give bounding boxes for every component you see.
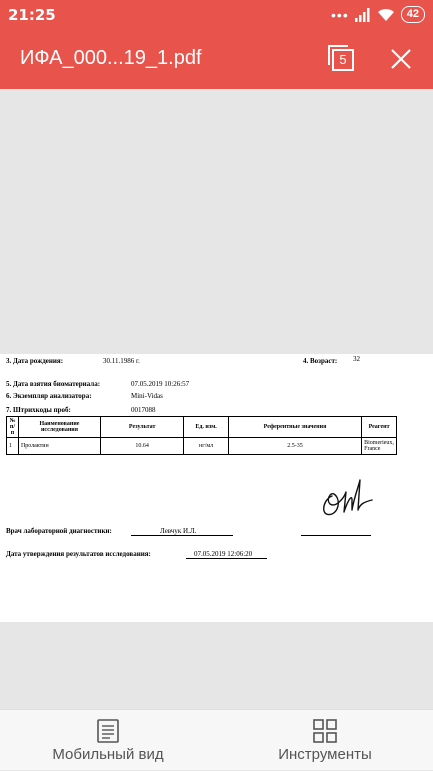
- column-header: Референтные значения: [228, 417, 361, 438]
- status-icons: [331, 6, 425, 23]
- page-count: 5: [332, 49, 354, 71]
- pages-button[interactable]: [328, 45, 356, 73]
- column-header: № п/п: [7, 417, 19, 438]
- mobile-view-label: Мобильный вид: [52, 746, 164, 763]
- pdf-page[interactable]: [0, 354, 433, 622]
- birth-date-value: 30.11.1986 г.: [103, 357, 140, 365]
- approval-date-underline: [186, 558, 267, 559]
- column-header: Ед. изм.: [184, 417, 229, 438]
- close-icon[interactable]: [389, 47, 413, 71]
- analyzer-label: 6. Экземпляр анализатора:: [6, 392, 92, 400]
- tools-label: Инструменты: [278, 746, 372, 763]
- table-cell: нг/мл: [184, 438, 229, 455]
- table-row: [7, 438, 397, 455]
- tools-tab[interactable]: [255, 710, 395, 771]
- age-value: 32: [353, 355, 360, 363]
- column-header: Реагент: [362, 417, 397, 438]
- table-cell: Пролактин: [18, 438, 100, 455]
- more-notifications-indicator: •••: [331, 6, 349, 23]
- top-toolbar: [0, 29, 433, 89]
- wifi-icon: [377, 8, 395, 22]
- doctor-name-underline: [131, 535, 233, 536]
- barcode-value: 0017088: [131, 406, 156, 414]
- signature: [318, 470, 374, 522]
- results-table: [6, 416, 397, 455]
- column-header: Результат: [101, 417, 184, 438]
- sample-date-label: 5. Дата взятия биоматериала:: [6, 380, 101, 388]
- pdf-viewer[interactable]: [0, 89, 433, 709]
- table-cell: 1: [7, 438, 19, 455]
- age-label: 4. Возраст:: [303, 357, 338, 365]
- approval-date-value: 07.05.2019 12:06:20: [194, 550, 253, 558]
- column-header: Наименование исследования: [18, 417, 100, 438]
- document-view-icon: [97, 719, 119, 743]
- table-header-row: [7, 417, 397, 438]
- birth-date-label: 3. Дата рождения:: [6, 357, 64, 365]
- document-title: ИФА_000...19_1.pdf: [20, 47, 202, 69]
- sample-date-value: 07.05.2019 10:26:57: [131, 380, 190, 388]
- approval-date-label: Дата утверждения результатов исследования:: [6, 550, 151, 558]
- grid-icon: [313, 719, 337, 743]
- signature-line: [301, 535, 371, 536]
- doctor-label: Врач лабораторной диагностики:: [6, 527, 112, 535]
- signal-icon: [355, 8, 371, 22]
- status-bar: [0, 0, 433, 29]
- analyzer-value: Mini-Vidas: [131, 392, 163, 400]
- table-cell: 2.5-35: [228, 438, 361, 455]
- barcode-label: 7. Штрихкоды проб:: [6, 406, 71, 414]
- status-time: 21:25: [8, 6, 56, 24]
- doctor-name: Левчук И.Л.: [160, 527, 197, 535]
- table-cell: 10.64: [101, 438, 184, 455]
- mobile-view-tab[interactable]: [38, 710, 178, 771]
- bottom-bar: [0, 709, 433, 770]
- battery-indicator: 42: [401, 6, 425, 23]
- table-cell: Biomerieux, France: [362, 438, 397, 455]
